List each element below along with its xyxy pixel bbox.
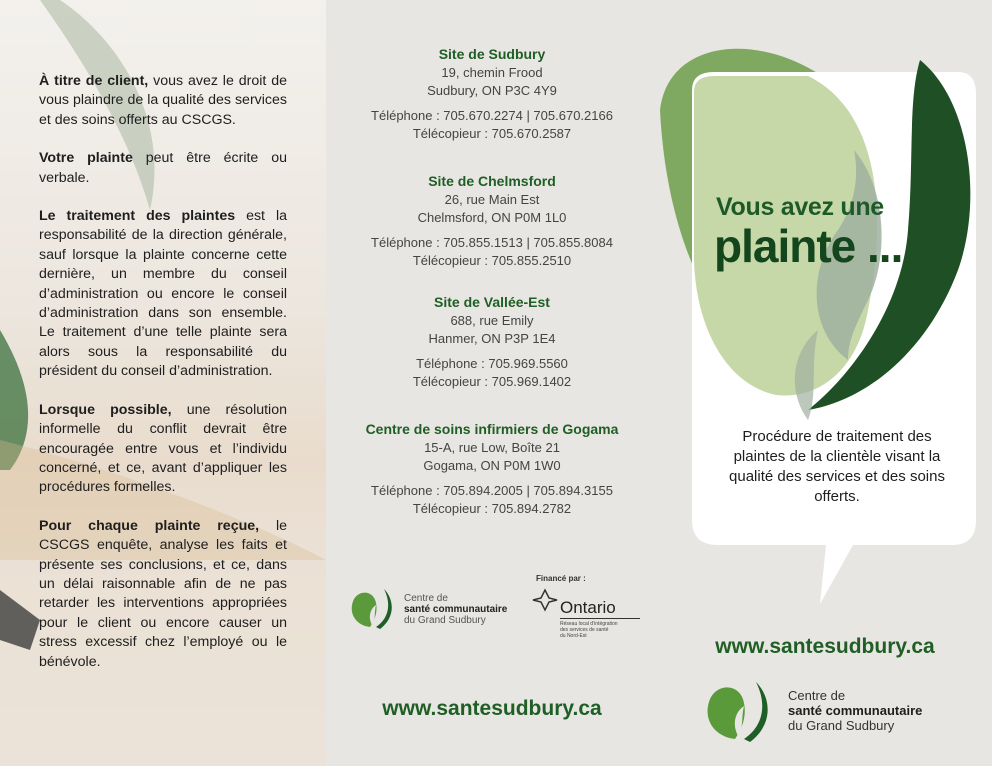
site-address: 688, rue Emily bbox=[450, 312, 534, 328]
centre-logo-text: Centre de santé communautaire du Grand Sudbury bbox=[404, 593, 508, 626]
site-fax: Télécopieur : 705.894.2782 bbox=[412, 501, 572, 516]
trillium-icon bbox=[531, 588, 559, 612]
paragraph-1: À titre de client, vous avez le droit de vous plaindre de la qualité des services et des soins offerts au CSCGS. bbox=[39, 73, 287, 128]
site-name: Site de Sudbury bbox=[438, 46, 546, 62]
site-city: Gogama, ON P0M 1W0 bbox=[423, 458, 561, 473]
centre-logo-icon bbox=[348, 585, 396, 629]
site-city: Hanmer, ON P3P 1E4 bbox=[428, 331, 556, 346]
left-panel bbox=[0, 0, 326, 766]
cover-description: Procédure de traitement des plaintes de la clientèle visant la qualité des services et des soins offerts. bbox=[729, 428, 945, 505]
centre-logo-large-icon bbox=[700, 676, 776, 742]
site-fax: Télécopieur : 705.969.1402 bbox=[412, 374, 572, 389]
site-sudbury bbox=[326, 45, 658, 144]
site-phone: Téléphone : 705.855.1513 | 705.855.8084 bbox=[371, 234, 613, 250]
cover-title-line1: Vous avez une bbox=[716, 193, 884, 221]
site-chelmsford bbox=[326, 172, 658, 271]
paragraph-3: Le traitement des plaintes est la responsabilité de la direction générale, sauf lorsque la plainte concerne cette dernière, un membre du conseil d’administration ou encore le conseil d’administration dans son ensemble. Le traitement d’une telle plainte sera alors sous la responsabilité du président du conseil d’administration. bbox=[39, 208, 288, 380]
website-link-cover[interactable]: www.santesudbury.ca bbox=[715, 635, 935, 658]
ontario-divider bbox=[560, 618, 640, 619]
site-address: 19, chemin Frood bbox=[441, 64, 543, 80]
rights-text bbox=[39, 72, 287, 691]
paragraph-2: Votre plainte peut être écrite ou verbale. bbox=[39, 150, 287, 186]
site-name: Centre de soins infirmiers de Gogama bbox=[365, 421, 619, 437]
site-gogama bbox=[326, 420, 658, 519]
site-fax: Télécopieur : 705.670.2587 bbox=[412, 126, 572, 141]
paragraph-4: Lorsque possible, une résolution informelle du conflit devrait être encouragée entre vous et l’individu concerné, et ce, avant d’appliquer les procédures formelles. bbox=[39, 401, 287, 496]
funded-by-label: Financé par : bbox=[536, 574, 586, 583]
site-phone: Téléphone : 705.670.2274 | 705.670.2166 bbox=[371, 107, 613, 123]
site-address: 15-A, rue Low, Boîte 21 bbox=[424, 439, 560, 455]
site-city: Sudbury, ON P3C 4Y9 bbox=[427, 83, 557, 98]
site-fax: Télécopieur : 705.855.2510 bbox=[412, 253, 572, 268]
site-name: Site de Vallée-Est bbox=[434, 294, 550, 310]
lhin-text: Réseau local d’intégration des services de santé du Nord-Est bbox=[560, 621, 618, 639]
ontario-wordmark: Ontario bbox=[560, 598, 616, 617]
right-panel bbox=[658, 0, 992, 766]
site-city: Chelmsford, ON P0M 1L0 bbox=[417, 210, 567, 225]
middle-panel bbox=[326, 0, 658, 766]
paragraph-5: Pour chaque plainte reçue, le CSCGS enquête, analyse les faits et présente ses conclusions, et ce, dans un délai raisonnable afin de ne pas retarder les interventions appropriées pour le client ou encore causer un stress excessif chez l’employé ou le bénévole. bbox=[39, 517, 287, 670]
site-name: Site de Chelmsford bbox=[428, 173, 556, 189]
cover-title-line2: plainte ... bbox=[714, 220, 903, 272]
site-vallee-est bbox=[326, 293, 658, 392]
site-phone: Téléphone : 705.969.5560 bbox=[416, 355, 568, 371]
centre-logo-large-text: Centre de santé communautaire du Grand Sudbury bbox=[788, 688, 923, 733]
site-address: 26, rue Main Est bbox=[444, 191, 540, 207]
website-link[interactable]: www.santesudbury.ca bbox=[382, 697, 602, 720]
site-phone: Téléphone : 705.894.2005 | 705.894.3155 bbox=[371, 482, 613, 498]
